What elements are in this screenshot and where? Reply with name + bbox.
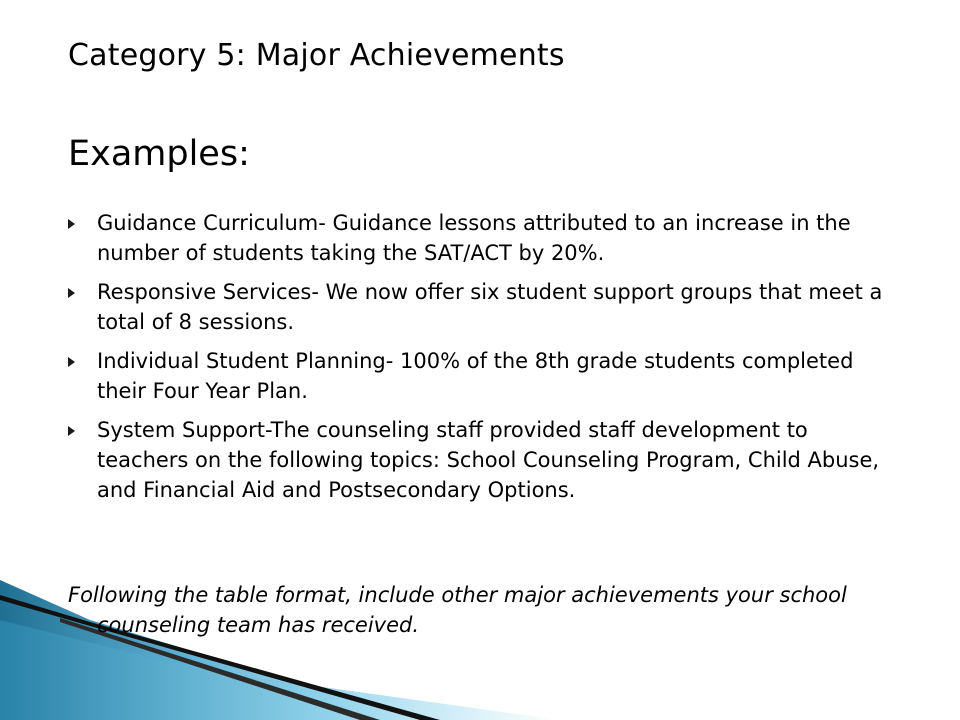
right-arrow-bullet-icon xyxy=(68,357,75,367)
right-arrow-bullet-icon xyxy=(68,288,75,298)
bullet-text: System Support-The counseling staff provided staff development to teachers on the following topics: School Counseling Program, Child Abuse, and Financial Aid and Postsecondary Options. xyxy=(97,418,880,502)
bullet-guidance-curriculum xyxy=(68,208,898,268)
right-arrow-bullet-icon xyxy=(68,219,75,229)
bullet-text: Individual Student Planning- 100% of the 8th grade students completed their Four Year Plan. xyxy=(97,349,854,403)
bullet-text: Responsive Services- We now offer six student support groups that meet a total of 8 sessions. xyxy=(97,280,883,334)
right-arrow-bullet-icon xyxy=(68,426,75,436)
bullet-individual-student-planning xyxy=(68,346,898,406)
achievement-bullet-list xyxy=(68,208,898,514)
bullet-text: Guidance Curriculum- Guidance lessons attributed to an increase in the number of students taking the SAT/ACT by 20%. xyxy=(97,211,851,265)
bullet-responsive-services xyxy=(68,277,898,337)
bullet-system-support xyxy=(68,415,898,505)
instruction-note: Following the table format, include other major achievements your school counseling team has received. xyxy=(68,583,847,637)
examples-heading: Examples: xyxy=(68,134,250,174)
slide-title: Category 5: Major Achievements xyxy=(68,38,565,73)
